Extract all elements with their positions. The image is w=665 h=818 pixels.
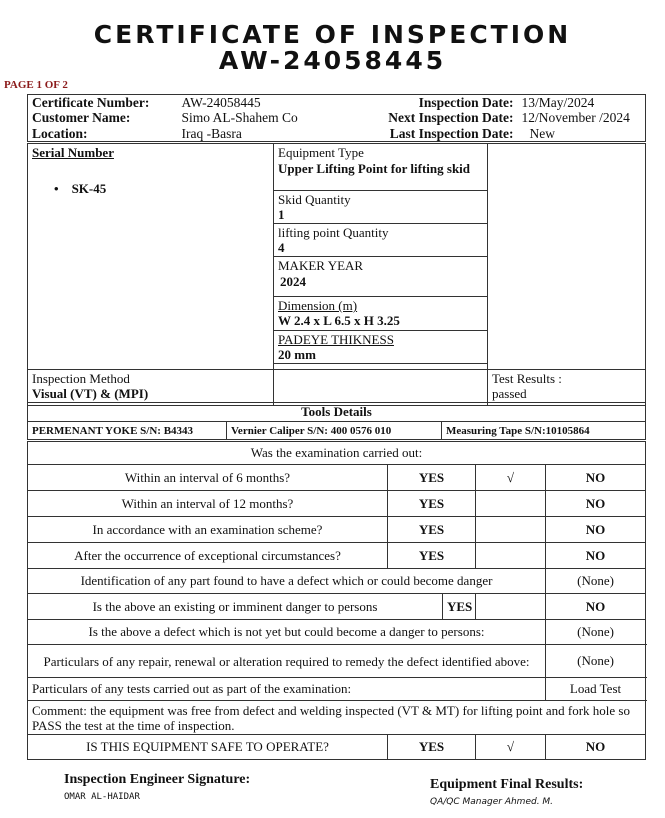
q4-text: After the occurrence of exceptional circumstances?	[28, 543, 388, 569]
padeye-cell	[274, 331, 488, 364]
tool-tape: Measuring Tape S/N:10105864	[442, 422, 646, 440]
lp-qty-cell	[274, 224, 488, 257]
q6-yes: YES	[443, 594, 476, 620]
equipment-blank-cell	[488, 144, 646, 370]
cert-number-label: Certificate Number:	[32, 95, 150, 110]
method-blank-cell	[274, 370, 488, 406]
exam-question: Was the examination carried out:	[28, 442, 646, 465]
final-results-label: Equipment Final Results:	[430, 777, 584, 792]
q8-text: Particulars of any repair, renewal or alteration required to remedy the defect identified above:	[28, 645, 546, 678]
next-date-value: 12/November /2024	[521, 110, 630, 126]
comment: Comment: the equipment was free from defect and welding inspected (VT & MT) for lifting point and fork hole so PASS the test at the time of inspection.	[28, 701, 646, 735]
final-results-signature: QA/QC Manager Ahmed. M.	[430, 797, 554, 807]
engineer-signature-label: Inspection Engineer Signature:	[64, 772, 251, 787]
q3-yes-check	[476, 517, 546, 543]
customer-label: Customer Name:	[32, 110, 131, 126]
serial-value: SK-45	[71, 181, 107, 196]
type-label: Equipment Type	[278, 145, 364, 160]
dimension-cell	[274, 297, 488, 331]
type-cell	[274, 144, 488, 191]
q7-text: Is the above a defect which is not yet but could become a danger to persons:	[28, 620, 546, 645]
q1-yes: YES	[388, 465, 476, 491]
serial-cell	[28, 144, 274, 370]
q2-no: NO	[546, 491, 646, 517]
q1-no: NO	[546, 465, 646, 491]
location-value: Iraq -Basra	[181, 125, 242, 141]
skid-qty-cell	[274, 191, 488, 224]
safe-no: NO	[546, 735, 646, 760]
maker-year-value: 2024	[280, 274, 306, 289]
engineer-signature: OMAR AL-HAIDAR	[64, 792, 140, 802]
method-value: Visual (VT) & (MPI)	[32, 386, 149, 401]
customer-value: Simo AL-Shahem Co	[181, 110, 298, 126]
q3-text: In accordance with an examination scheme?	[28, 517, 388, 543]
q4-yes-check	[476, 543, 546, 569]
certificate-title: CERTIFICATE OF INSPECTION	[93, 20, 572, 49]
location-label: Location:	[32, 125, 88, 141]
q6-text: Is the above an existing or imminent danger to persons	[28, 594, 443, 620]
tools-title: Tools Details	[28, 403, 646, 422]
lp-qty-value: 4	[278, 240, 285, 255]
last-date-value: New	[529, 125, 555, 141]
cert-number-value: AW-24058445	[181, 95, 261, 110]
method-cell	[28, 370, 274, 406]
inspection-date-label: Inspection Date:	[418, 95, 514, 110]
q5-answer: (None)	[546, 569, 646, 594]
q4-no: NO	[546, 543, 646, 569]
inspection-date-value: 13/May/2024	[521, 95, 595, 110]
results-cell	[488, 370, 646, 406]
safe-yes-check: √	[476, 735, 546, 760]
page-label: PAGE 1 OF 2	[4, 79, 68, 91]
serial-label: Serial Number	[32, 145, 114, 160]
results-value: passed	[492, 386, 527, 401]
tool-caliper: Vernier Caliper S/N: 400 0576 010	[227, 422, 442, 440]
tool-yoke: PERMENANT YOKE S/N: B4343	[28, 422, 227, 440]
q6-yes-check	[476, 594, 546, 620]
serial-item: • SK-45	[54, 181, 107, 196]
q3-yes: YES	[388, 517, 476, 543]
header-block	[27, 94, 646, 142]
skid-qty-value: 1	[278, 207, 285, 222]
q8-answer: (None)	[546, 645, 646, 678]
skid-qty-label: Skid Quantity	[278, 192, 351, 207]
safe-yes: YES	[388, 735, 476, 760]
results-label: Test Results :	[492, 371, 562, 386]
q2-yes-check	[476, 491, 546, 517]
q2-yes: YES	[388, 491, 476, 517]
q1-yes-check: √	[476, 465, 546, 491]
dimension-value: W 2.4 x L 6.5 x H 3.25	[278, 313, 400, 328]
safe-question: IS THIS EQUIPMENT SAFE TO OPERATE?	[28, 735, 388, 760]
padeye-label: PADEYE THIKNESS	[278, 332, 394, 347]
maker-year-cell	[274, 257, 488, 297]
q9-text: Particulars of any tests carried out as part of the examination:	[28, 678, 546, 701]
last-date-label: Last Inspection Date:	[389, 125, 514, 141]
q3-no: NO	[546, 517, 646, 543]
q9-answer: Load Test	[546, 678, 646, 701]
equipment-block	[27, 143, 646, 406]
q6-no: NO	[546, 594, 646, 620]
type-value: Upper Lifting Point for lifting skid	[278, 161, 471, 176]
q7-answer: (None)	[546, 620, 646, 645]
tools-block	[27, 402, 646, 440]
examination-table	[27, 441, 646, 760]
method-label: Inspection Method	[32, 371, 130, 386]
q4-yes: YES	[388, 543, 476, 569]
certificate-number-title: AW-24058445	[218, 46, 447, 75]
q5-text: Identification of any part found to have a defect which or could become danger	[28, 569, 546, 594]
padeye-value: 20 mm	[278, 347, 316, 362]
next-date-label: Next Inspection Date:	[388, 110, 514, 126]
dimension-label: Dimension (m)	[278, 298, 358, 313]
q1-text: Within an interval of 6 months?	[28, 465, 388, 491]
q2-text: Within an interval of 12 months?	[28, 491, 388, 517]
maker-year-label: MAKER YEAR	[278, 258, 364, 273]
lp-qty-label: lifting point Quantity	[278, 225, 389, 240]
